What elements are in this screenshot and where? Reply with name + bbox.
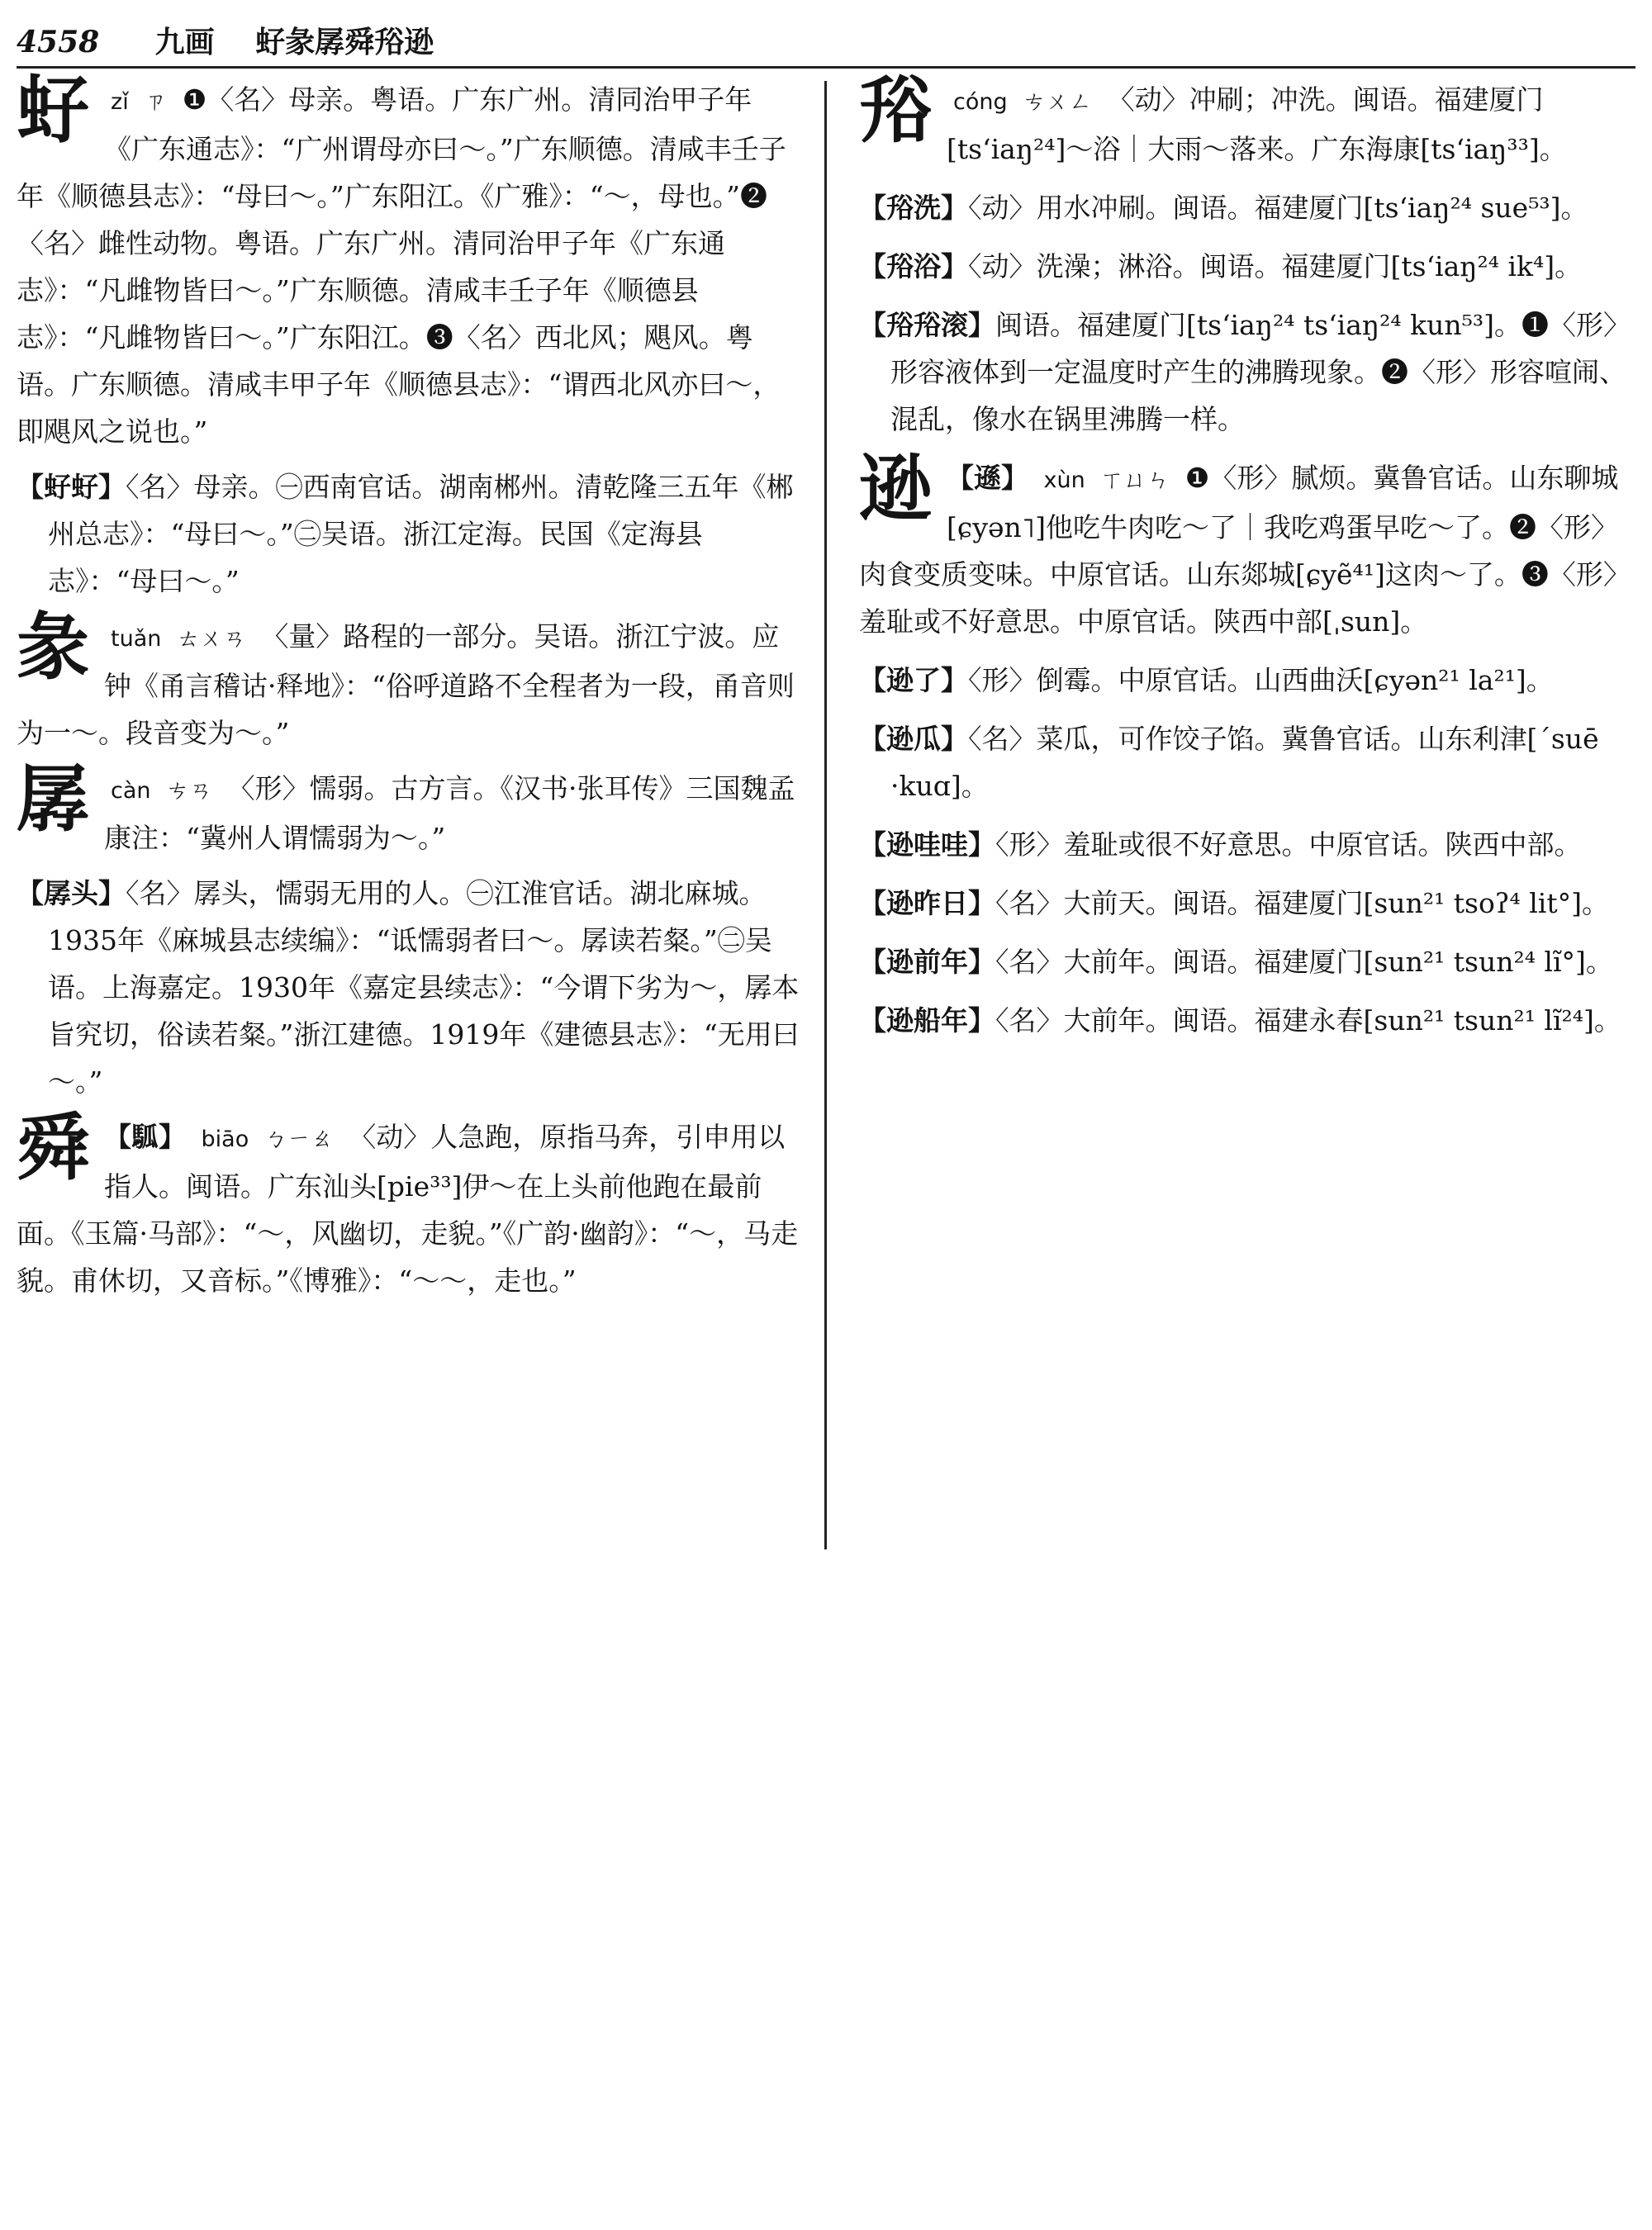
dict-entry [17,67,801,455]
sub-definition: 〈形〉倒霉。中原官话。山西曲沃[ɕyən²¹ la²¹]。 [968,664,1554,696]
sub-entry [17,463,801,605]
page-number: 4558 [17,25,100,59]
variant-form: 【遜】 [947,462,1029,494]
definition: ❶〈名〉母亲。粤语。广东广州。清同治甲子年《广东通志》：“广州谓母亦曰～。”广东顺德。清咸丰壬子年《顺德县志》：“母曰～。”广东阳江。《广雅》：“～，母也。”❷〈名〉雌性动物。粤语。广东广州。清同治甲子年《广东通志》：“凡雌物皆曰～。”广东顺德。清咸丰壬子年《顺德县志》：“凡雌物皆曰～。”广东阳江。❸〈名〉西北风；飓风。粤语。广东顺德。清咸丰甲子年《顺德县志》：“谓西北风亦曰～，即飓风之说也。” [17,83,786,448]
sub-definition: 〈动〉用水冲刷。闽语。福建厦门[tsʻiaŋ²⁴ sue⁵³]。 [968,192,1588,224]
sub-definition: 〈名〉大前年。闽语。福建永春[sun²¹ tsun²¹ lĩ²⁴]。 [995,1004,1621,1037]
sub-headword: 【逊昨日】 [859,887,995,919]
zhuyin: ㄅㄧㄠ [263,1125,334,1152]
column-divider [824,81,827,1549]
zhuyin: ㄒㄩㄣ [1100,466,1170,493]
sub-entry [859,997,1635,1044]
definition: 〈量〉路程的一部分。吴语。浙江宁波。应钟《甬言稽诂·释地》：“俗呼道路不全程者为一段，甬音则为一～。段音变为～。” [17,620,795,749]
sub-definition: 〈形〉羞耻或很不好意思。中原官话。陕西中部。 [995,828,1582,861]
section-label: 九画 [154,25,215,59]
sub-entry [859,657,1635,704]
pinyin: biāo [201,1127,249,1152]
headword-char: 彖 [17,604,90,690]
zhuyin: ㄗ [144,88,168,115]
sub-definition: 〈动〉洗澡；淋浴。闽语。福建厦门[tsʻiaŋ²⁴ ik⁴]。 [968,250,1583,282]
pinyin: cóng [953,89,1008,115]
sub-entry [859,880,1635,927]
headword-char: 舜 [17,1104,90,1190]
sub-headword: 【谸谸滚】 [859,309,995,341]
headword-char: 谸 [859,67,933,153]
sub-headword: 【虸虸】 [17,471,126,503]
page-header [17,18,1635,69]
left-column [17,67,801,1312]
dict-entry [17,604,801,757]
pinyin: càn [111,778,151,804]
headword-char: 孱 [17,756,90,842]
header-headwords: 虸彖孱舜谸逊 [255,25,434,59]
sub-entry [859,301,1635,443]
sub-headword: 【谸浴】 [859,250,968,282]
definition: 〈动〉人急跑，原指马奔，引申用以指人。闽语。广东汕头[pie³³]伊～在上头前他跑在最前面。《玉篇·马部》：“～，风幽切，走貌。”《广韵·幽韵》：“～，马走貌。甫休切，又音标。”《博雅》：“～～，走也。” [17,1121,799,1297]
pinyin: zǐ [111,89,129,115]
sub-headword: 【逊哇哇】 [859,828,995,861]
dict-entry [859,67,1635,173]
definition: 〈动〉冲刷；冲洗。闽语。福建厦门[tsʻiaŋ²⁴]～浴｜大雨～落来。广东海康[tsʻiaŋ³³]。 [947,83,1567,165]
sub-entry [859,243,1635,290]
dict-entry [17,756,801,861]
right-column [859,67,1635,1056]
dict-entry [17,1104,801,1304]
pinyin: tuǎn [111,626,162,652]
sub-headword: 【谸洗】 [859,192,968,224]
pinyin: xùn [1043,467,1085,493]
sub-headword: 【逊前年】 [859,946,995,978]
zhuyin: ㄘㄨㄥ [1023,88,1093,115]
sub-headword: 【逊船年】 [859,1004,995,1037]
sub-entry [859,821,1635,868]
sub-definition: 〈名〉菜瓜，可作饺子馅。冀鲁官话。山东利津[ˊsuē ·kuɑ]。 [890,723,1599,802]
sub-headword: 【逊了】 [859,664,968,696]
variant-form: 【𩢍】 [104,1121,187,1153]
sub-headword: 【孱头】 [17,877,126,909]
sub-definition: 〈名〉母亲。㊀西南官话。湖南郴州。清乾隆三五年《郴州总志》：“母曰～。”㊁吴语。浙江定海。民国《定海县志》：“母曰～。” [48,471,794,597]
sub-entry [859,184,1635,231]
sub-headword: 【逊瓜】 [859,723,968,755]
zhuyin: ㄊㄨㄢ [176,624,246,652]
sub-entry [859,938,1635,985]
headword-char: 逊 [859,445,933,531]
zhuyin: ㄘㄢ [166,776,213,804]
sub-definition: 闽语。福建厦门[tsʻiaŋ²⁴ tsʻiaŋ²⁴ kun⁵³]。❶〈形〉形容液体到一定温度时产生的沸腾现象。❷〈形〉形容喧闹、混乱，像水在锅里沸腾一样。 [890,309,1631,435]
definition: 〈形〉懦弱。古方言。《汉书·张耳传》三国魏孟康注：“冀州人谓懦弱为～。” [104,772,795,854]
headword-char: 虸 [17,67,90,153]
dict-entry [859,445,1635,645]
sub-entry [859,715,1635,809]
definition: ❶〈形〉腻烦。冀鲁官话。山东聊城[ɕyən˥]他吃牛肉吃～了｜我吃鸡蛋早吃～了。❷〈形〉肉食变质变味。中原官话。山东郯城[ɕyẽ⁴¹]这肉～了。❸〈形〉羞耻或不好意思。中原官话。陕西中部[ˌsun]。 [859,462,1631,638]
sub-entry [17,870,801,1105]
sub-definition: 〈名〉大前年。闽语。福建厦门[sun²¹ tsun²⁴ lĩ°]。 [995,946,1613,978]
sub-definition: 〈名〉大前天。闽语。福建厦门[sun²¹ tsoʔ⁴ lit°]。 [995,887,1609,919]
sub-definition: 〈名〉孱头，懦弱无用的人。㊀江淮官话。湖北麻城。1935年《麻城县志续编》：“诋懦弱者曰～。孱读若粲。”㊁吴语。上海嘉定。1930年《嘉定县续志》：“今谓下劣为～，孱本旨究切，俗读若粲。”浙江建德。1919年《建德县志》：“无用曰～。” [48,877,800,1098]
